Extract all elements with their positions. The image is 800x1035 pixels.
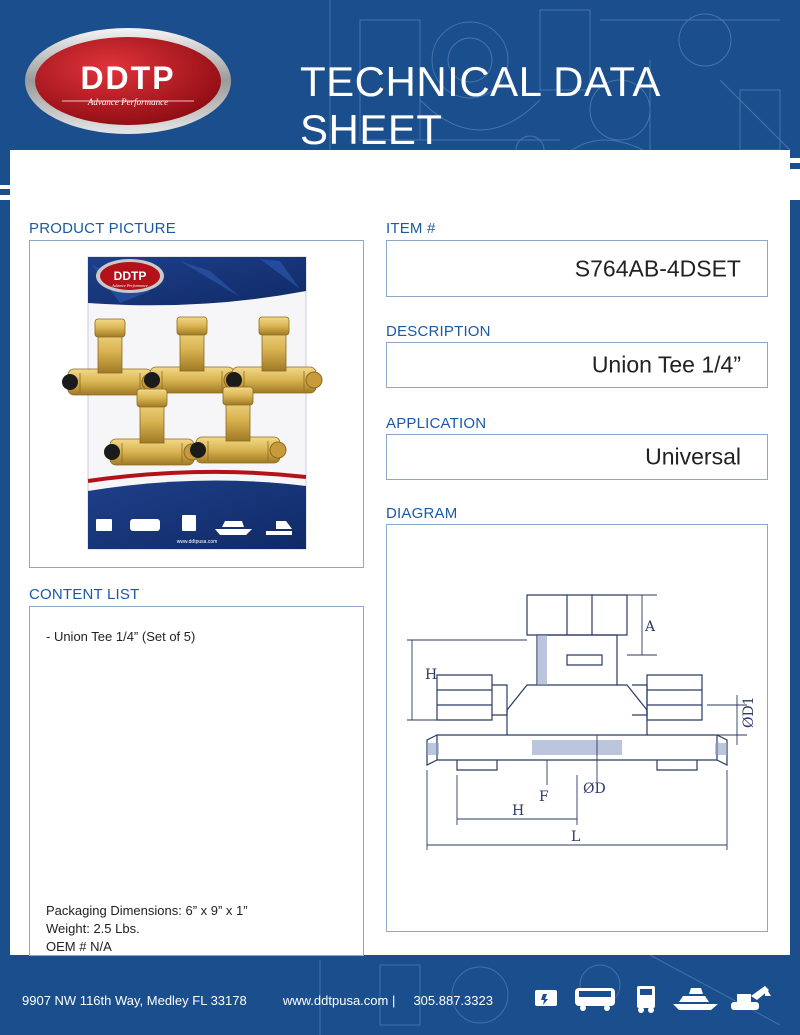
item-number-box <box>386 240 768 297</box>
section-label-application: APPLICATION <box>386 415 487 432</box>
packaging-dimensions: Packaging Dimensions: 6” x 9” x 1” <box>46 903 248 918</box>
excavator-icon <box>731 986 771 1010</box>
content-item: - Union Tee 1/4” (Set of 5) <box>46 629 196 644</box>
item-number-value: S764AB-4DSET <box>574 255 741 281</box>
application-box <box>386 434 768 480</box>
bag-logo: DDTP <box>113 269 147 283</box>
product-picture-box <box>29 240 364 568</box>
footer-separator: | <box>391 993 396 1008</box>
footer-address: 9907 NW 116th Way, Medley FL 33178 <box>22 993 247 1008</box>
dimension-label-l: L <box>571 829 581 845</box>
yacht-icon <box>673 988 718 1010</box>
logo-tagline: Advance Performance <box>87 97 169 107</box>
content-list-box <box>29 606 364 956</box>
dimension-label-d1: ØD1 <box>741 696 757 728</box>
bus-icon <box>575 988 615 1011</box>
oem-number: OEM # N/A <box>46 939 112 954</box>
dimension-label-h-vertical: H <box>425 667 438 683</box>
bag-url: www.ddtpusa.com <box>176 539 218 545</box>
union-tee-diagram <box>387 525 767 931</box>
diagram-box <box>386 524 768 932</box>
footer-contact <box>22 993 493 1008</box>
dimension-label-f: F <box>539 789 549 805</box>
section-label-product-picture: PRODUCT PICTURE <box>29 220 176 237</box>
bag-tagline: Advance Performance <box>112 283 148 288</box>
generator-icon <box>535 990 557 1006</box>
section-label-diagram: DIAGRAM <box>386 505 458 522</box>
dimension-label-d: ØD <box>583 781 606 797</box>
section-label-description: DESCRIPTION <box>386 323 491 340</box>
description-box <box>386 342 768 388</box>
weight: Weight: 2.5 Lbs. <box>46 921 140 936</box>
section-label-item: ITEM # <box>386 220 436 237</box>
product-photo <box>30 241 363 567</box>
logo-text: DDTP <box>80 60 176 96</box>
document-title: TECHNICAL DATA SHEET <box>300 58 659 153</box>
description-value: Union Tee 1/4” <box>591 351 741 378</box>
section-label-content-list: CONTENT LIST <box>29 586 140 603</box>
footer-website[interactable]: www.ddtpusa.com <box>282 993 389 1008</box>
application-value: Universal <box>645 443 741 470</box>
ddtp-logo <box>24 27 232 135</box>
footer-vehicle-icons <box>533 980 773 1014</box>
dimension-label-a: A <box>645 619 656 635</box>
truck-icon <box>637 986 655 1013</box>
dimension-label-h-horizontal: H <box>512 803 525 819</box>
footer-phone: 305.887.3323 <box>413 993 493 1008</box>
